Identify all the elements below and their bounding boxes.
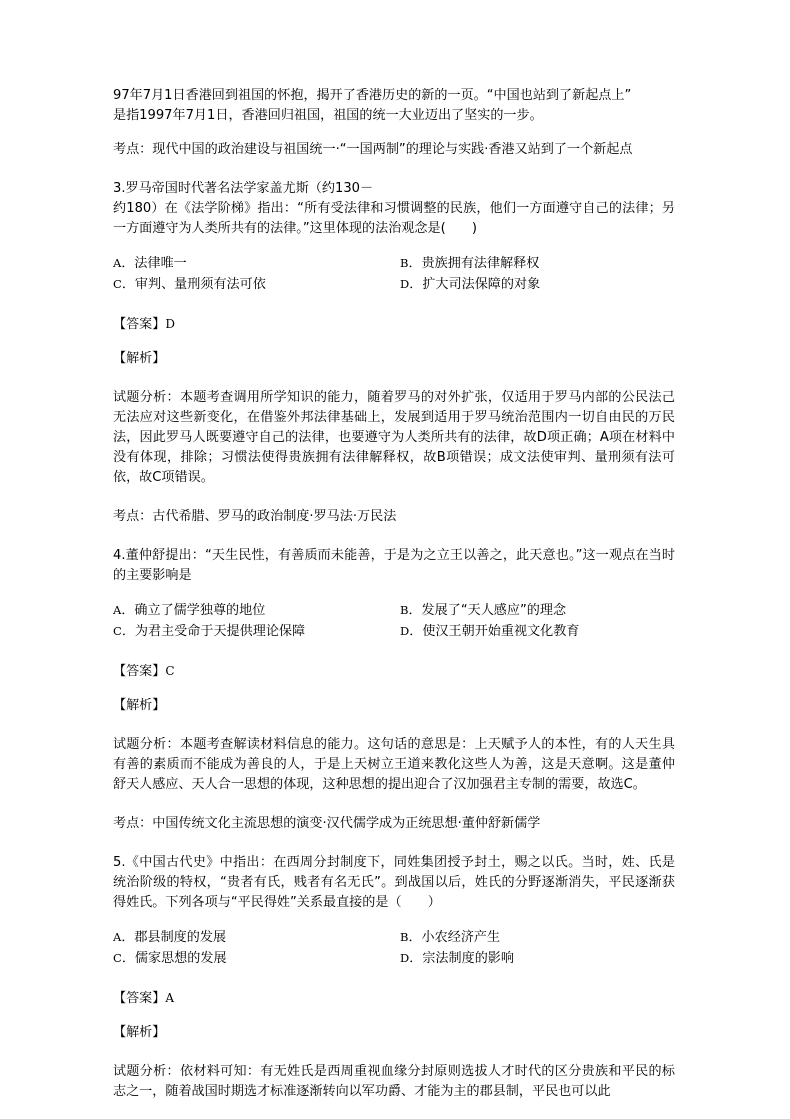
- q2-continuation-paragraph: [113, 86, 675, 126]
- q5-stem: 5.《中国古代史》中指出：在西周分封制度下，同姓集团授予封土，赐之以氏。当时，姓、氏是统治阶级的特权，“贵者有氏，贱者有名无氏”。到战国以后，姓氏的分野逐渐消失，平民逐渐获得姓氏。下列各项与“平民得姓”关系最直接的是（ ）: [113, 855, 675, 910]
- option-text: 审判、量刑须有法可依: [134, 277, 266, 292]
- option-b[interactable]: [400, 600, 566, 621]
- option-separator: ．: [121, 624, 135, 639]
- option-row: [113, 600, 675, 621]
- option-text: 法律唯一: [134, 256, 187, 271]
- option-separator: ．: [121, 256, 135, 271]
- option-c[interactable]: [113, 948, 400, 969]
- option-text: 郡县制度的发展: [134, 930, 227, 945]
- q3-options: [113, 253, 675, 295]
- option-letter: B: [400, 603, 409, 617]
- q5-answer: [113, 988, 675, 1009]
- option-letter: B: [400, 256, 409, 270]
- option-separator: ．: [121, 951, 135, 966]
- option-separator: ．: [121, 277, 135, 292]
- option-separator: ．: [409, 277, 423, 292]
- document-body: [113, 86, 675, 1102]
- option-d[interactable]: [400, 274, 540, 295]
- q2-continuation-line-1: 97年7月1日香港回到祖国的怀抱，揭开了香港历史的新的一页。“中国也站到了新起点上”: [113, 88, 632, 103]
- q3-stem-line-1: 3.罗马帝国时代著名法学家盖尤斯（约130－: [113, 181, 374, 196]
- option-row: [113, 927, 675, 948]
- option-text: 为君主受命于天提供理论保障: [134, 624, 306, 639]
- q5-options: [113, 927, 675, 969]
- option-separator: ．: [408, 603, 422, 618]
- option-separator: ．: [409, 624, 423, 639]
- option-row: [113, 948, 675, 969]
- option-b[interactable]: [400, 927, 500, 948]
- q3-analysis-label: 【解析】: [113, 351, 166, 366]
- option-row: [113, 621, 675, 642]
- answer-label: 【答案】: [113, 317, 166, 332]
- option-separator: ．: [408, 930, 422, 945]
- q5-analysis-text: 试题分析：依材料可知：有无姓氏是西周重视血缘分封原则选拔人才时代的区分贵族和平民的标志之一，随着战国时期选才标准逐渐转向以军功爵、才能为主的郡县制，平民也可以此: [113, 1064, 675, 1099]
- option-text: 使汉王朝开始重视文化教育: [422, 624, 580, 639]
- option-separator: ．: [408, 256, 422, 271]
- option-separator: ．: [121, 930, 135, 945]
- q3-kaodian: 考点：古代希腊、罗马的政治制度·罗马法·万民法: [113, 509, 397, 524]
- answer-value: C: [165, 664, 175, 678]
- q3-answer: [113, 314, 675, 335]
- q4-stem: 4.董仲舒提出：“天生民性，有善质而未能善，于是为之立王以善之，此天意也。”这一观点在当时的主要影响是: [113, 548, 675, 583]
- option-row: [113, 274, 675, 295]
- option-a[interactable]: [113, 927, 400, 948]
- option-d[interactable]: [400, 948, 514, 969]
- q3-analysis-text: 试题分析：本题考查调用所学知识的能力，随着罗马的对外扩张，仅适用于罗马内部的公民法己无法应对这些新变化，在借鉴外邦法律基础上，发展到适用于罗马统治范围内一切自由民的万民法，因此罗马人既要遵守自己的法律，也要遵守为人类所共有的法律，故D项正确；A项在材料中没有体现，排除；习惯法使得贵族拥有法律解释权，故B项错误；成文法使审判、量刑须有法可依，故C项错误。: [113, 390, 675, 485]
- option-letter: A: [113, 603, 122, 617]
- option-c[interactable]: [113, 274, 400, 295]
- q3-stem-rest: 约180）在《法学阶梯》指出：“所有受法律和习惯调整的民族，他们一方面遵守自己的法律；另一方面遵守为人类所共有的法律。”这里体现的法治观念是( ): [113, 201, 675, 236]
- option-letter: B: [400, 930, 409, 944]
- q2-continuation-line-2: 是指1997年7月1日，香港回归祖国，祖国的统一大业迈出了坚实的一步。: [113, 108, 543, 123]
- option-letter: C: [113, 277, 122, 291]
- option-text: 发展了“天人感应”的理念: [421, 603, 567, 618]
- option-text: 小农经济产生: [421, 930, 501, 945]
- answer-value: D: [165, 317, 175, 331]
- option-a[interactable]: [113, 253, 400, 274]
- answer-value: A: [165, 991, 175, 1005]
- option-text: 儒家思想的发展: [134, 951, 227, 966]
- q4-kaodian: 考点：中国传统文化主流思想的演变·汉代儒学成为正统思想·董仲舒新儒学: [113, 816, 541, 831]
- q4-analysis-label: 【解析】: [113, 698, 166, 713]
- answer-label: 【答案】: [113, 991, 166, 1006]
- option-letter: C: [113, 624, 122, 638]
- option-letter: C: [113, 951, 122, 965]
- option-row: [113, 253, 675, 274]
- option-c[interactable]: [113, 621, 400, 642]
- q4-analysis-text: 试题分析：本题考查解读材料信息的能力。这句话的意思是：上天赋予人的本性，有的人天生具有善的素质而不能成为善良的人，于是上天树立王道来教化这些人为善，这是天意啊。这是董仲舒天人感应、天人合一思想的体现，这种思想的提出迎合了汉加强君主专制的需要，故选C。: [113, 737, 675, 792]
- option-letter: A: [113, 930, 122, 944]
- answer-label: 【答案】: [113, 664, 166, 679]
- option-letter: D: [400, 951, 410, 965]
- option-letter: A: [113, 256, 122, 270]
- q4-options: [113, 600, 675, 642]
- option-text: 扩大司法保障的对象: [422, 277, 541, 292]
- option-letter: D: [400, 624, 410, 638]
- option-text: 宗法制度的影响: [422, 951, 514, 966]
- option-separator: ．: [121, 603, 135, 618]
- option-b[interactable]: [400, 253, 539, 274]
- option-text: 确立了儒学独尊的地位: [134, 603, 266, 618]
- q3-stem: [113, 179, 675, 239]
- option-d[interactable]: [400, 621, 579, 642]
- option-separator: ．: [409, 951, 423, 966]
- q4-answer: [113, 661, 675, 682]
- option-letter: D: [400, 277, 410, 291]
- q5-analysis-label: 【解析】: [113, 1025, 166, 1040]
- q2-kaodian: 考点：现代中国的政治建设与祖国统一·“一国两制”的理论与实践·香港又站到了一个新起点: [113, 142, 633, 157]
- option-text: 贵族拥有法律解释权: [421, 256, 540, 271]
- option-a[interactable]: [113, 600, 400, 621]
